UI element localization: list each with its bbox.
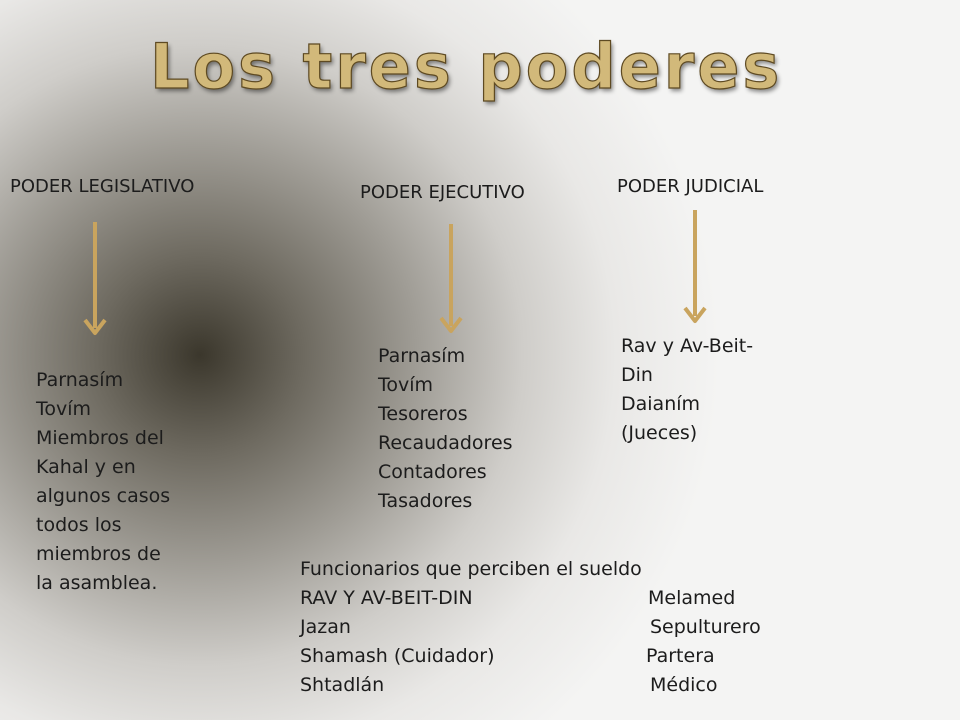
legislativo-list xyxy=(36,366,170,598)
funcionarios-row xyxy=(300,642,715,671)
funcionarios-row xyxy=(300,584,736,613)
list-item: algunos casos xyxy=(36,485,171,507)
list-item: Tovím xyxy=(378,374,434,396)
funcionario-left: RAV Y AV-BEIT-DIN xyxy=(300,587,473,609)
list-item: Rav y Av-Beit- xyxy=(621,335,754,357)
list-item: Din xyxy=(621,364,653,386)
down-arrow-icon xyxy=(82,220,108,340)
down-arrow-icon xyxy=(438,222,464,338)
list-item: Daianím xyxy=(621,393,701,415)
list-item: Parnasím xyxy=(36,369,124,391)
funcionario-right: Médico xyxy=(650,674,718,696)
list-item: Contadores xyxy=(378,461,487,483)
funcionarios-heading: Funcionarios que perciben el sueldo xyxy=(300,558,642,580)
funcionario-left: Shamash (Cuidador) xyxy=(300,645,495,667)
list-item: miembros de xyxy=(36,543,161,565)
slide-title: Los tres poderes xyxy=(150,30,783,103)
judicial-list xyxy=(621,332,753,448)
funcionarios-section xyxy=(300,555,761,700)
funcionario-left: Jazan xyxy=(300,616,351,638)
list-item: (Jueces) xyxy=(621,422,698,444)
list-item: la asamblea. xyxy=(36,572,158,594)
list-item: Parnasím xyxy=(378,345,466,367)
down-arrow-icon xyxy=(682,208,708,328)
heading-ejecutivo: PODER EJECUTIVO xyxy=(360,182,525,203)
funcionario-left: Shtadlán xyxy=(300,674,385,696)
list-item: todos los xyxy=(36,514,122,536)
list-item: Recaudadores xyxy=(378,432,513,454)
list-item: Kahal y en xyxy=(36,456,136,478)
funcionario-right: Sepulturero xyxy=(650,616,761,638)
ejecutivo-list xyxy=(378,342,513,516)
funcionarios-row xyxy=(300,613,761,642)
funcionarios-row xyxy=(300,671,718,700)
heading-judicial: PODER JUDICIAL xyxy=(617,176,764,197)
list-item: Miembros del xyxy=(36,427,164,449)
funcionario-right: Melamed xyxy=(648,587,736,609)
heading-legislativo: PODER LEGISLATIVO xyxy=(10,176,195,197)
list-item: Tovím xyxy=(36,398,92,420)
funcionario-right: Partera xyxy=(646,645,715,667)
list-item: Tasadores xyxy=(378,490,473,512)
list-item: Tesoreros xyxy=(378,403,468,425)
